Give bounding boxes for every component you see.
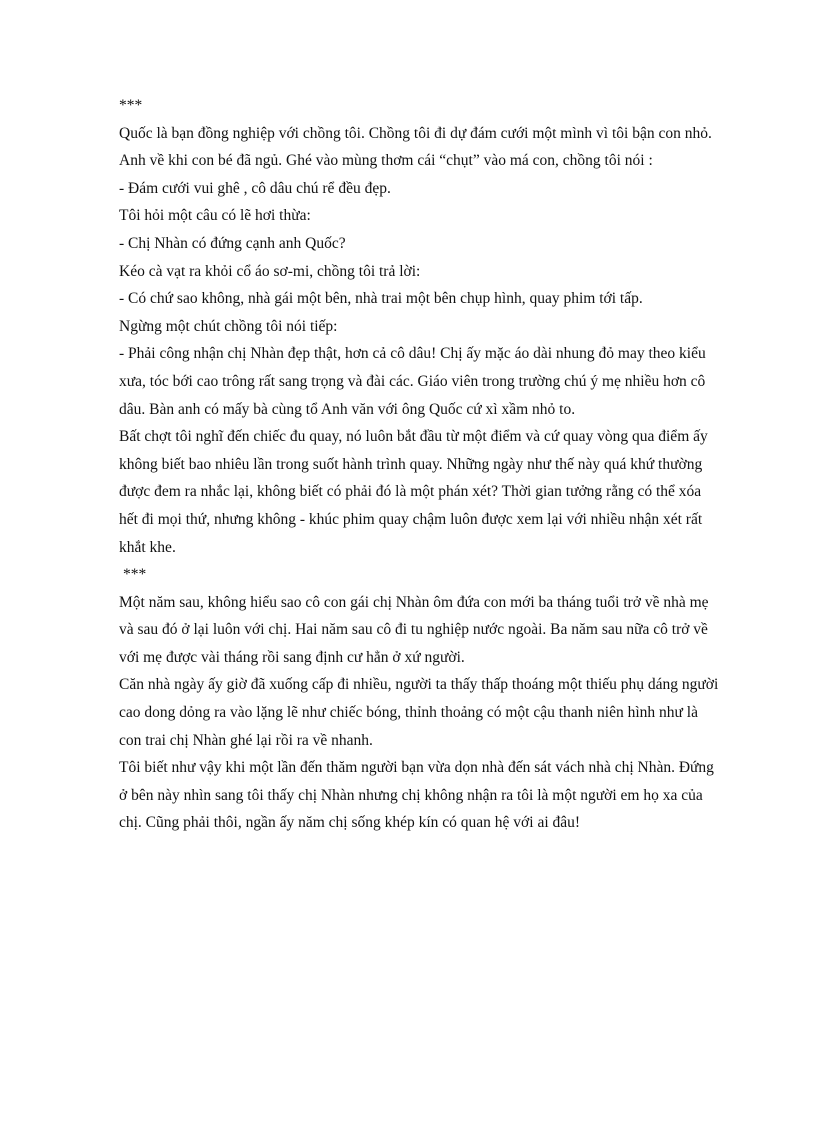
text-line: - Có chứ sao không, nhà gái một bên, nhà trai một bên chụp hình, quay phim tới tấp.	[119, 290, 643, 308]
text-line: khắt khe.	[119, 538, 176, 556]
text-line: Bất chợt tôi nghĩ đến chiếc đu quay, nó luôn bắt đầu từ một điểm và cứ quay vòng qua điểm ấy	[119, 428, 708, 446]
text-line: Quốc là bạn đồng nghiệp với chồng tôi. Chồng tôi đi dự đám cưới một mình vì tôi bận con nhỏ.	[119, 124, 712, 142]
text-line: Anh về khi con bé đã ngủ. Ghé vào mùng thơm cái “chụt” vào má con, chồng tôi nói :	[119, 152, 653, 170]
text-line: ở bên này nhìn sang tôi thấy chị Nhàn nhưng chị không nhận ra tôi là một người em họ xa của	[119, 786, 703, 804]
text-line: Kéo cà vạt ra khỏi cổ áo sơ-mi, chồng tôi trả lời:	[119, 262, 421, 280]
text-line: - Phải công nhận chị Nhàn đẹp thật, hơn cả cô dâu! Chị ấy mặc áo dài nhung đỏ may theo kiểu	[119, 345, 706, 363]
text-line: không biết bao nhiêu lần trong suốt hành trình quay. Những ngày như thế này quá khứ thường	[119, 455, 703, 473]
text-line: hết đi mọi thứ, nhưng không - khúc phim quay chậm luôn được xem lại với nhiều nhận xét rất	[119, 510, 703, 528]
section-separator: ***	[123, 566, 147, 584]
text-line: chị. Cũng phải thôi, ngần ấy năm chị sống khép kín có quan hệ với ai đâu!	[119, 814, 581, 832]
text-line: Một năm sau, không hiểu sao cô con gái chị Nhàn ôm đứa con mới ba tháng tuổi trở về nhà mẹ	[119, 593, 709, 611]
text-line: được đem ra nhắc lại, không biết có phải đó là một phán xét? Thời gian tưởng rằng có thể xóa	[119, 483, 702, 501]
text-line: - Đám cưới vui ghê , cô dâu chú rể đều đẹp.	[119, 179, 391, 197]
text-line: dâu. Bàn anh có mấy bà cùng tổ Anh văn với ông Quốc cứ xì xầm nhỏ to.	[119, 400, 576, 418]
text-line: con trai chị Nhàn ghé lại rồi ra về nhanh.	[119, 731, 373, 749]
text-line: Tôi biết như vậy khi một lần đến thăm người bạn vừa dọn nhà đến sát vách nhà chị Nhàn. Đứng	[119, 759, 714, 777]
section-separator: ***	[119, 97, 143, 114]
text-line: xưa, tóc bới cao trông rất sang trọng và đài các. Giáo viên trong trường chú ý mẹ nhiều hơn cô	[119, 372, 706, 390]
text-line: Tôi hỏi một câu có lẽ hơi thừa:	[119, 207, 311, 225]
text-line: cao dong dỏng ra vào lặng lẽ như chiếc bóng, thỉnh thoảng có một cậu thanh niên hình như là	[119, 704, 698, 722]
body-text	[119, 92, 719, 837]
text-line: và sau đó ở lại luôn với chị. Hai năm sau cô đi tu nghiệp nước ngoài. Ba năm sau nữa cô trở về	[119, 621, 708, 639]
text-line: Ngừng một chút chồng tôi nói tiếp:	[119, 317, 338, 335]
text-line: Căn nhà ngày ấy giờ đã xuống cấp đi nhiều, người ta thấy thấp thoáng một thiếu phụ dáng người	[119, 676, 719, 694]
text-line: - Chị Nhàn có đứng cạnh anh Quốc?	[119, 234, 346, 252]
text-line: với mẹ được vài tháng rồi sang định cư hẳn ở xứ người.	[119, 648, 465, 666]
